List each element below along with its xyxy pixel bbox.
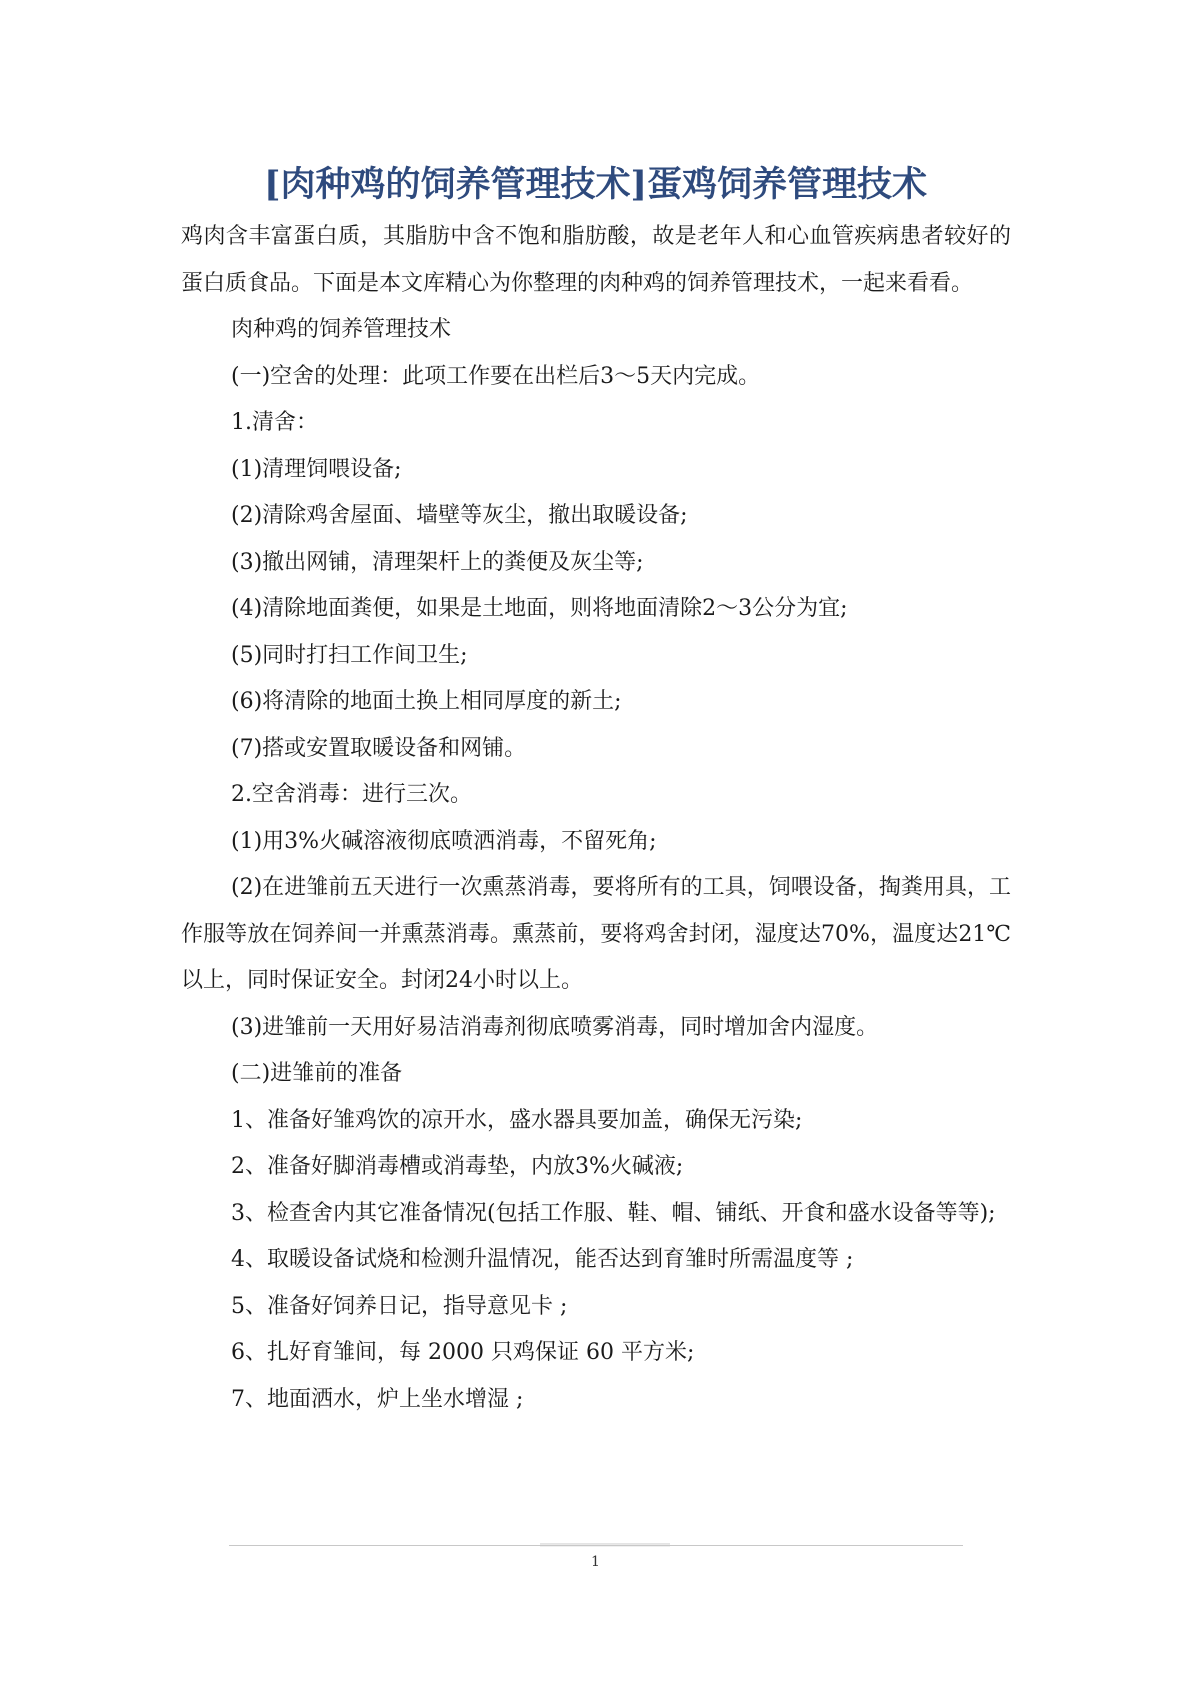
footer-divider [229, 1545, 963, 1546]
list-item: 2、准备好脚消毒槽或消毒垫，内放3%火碱液; [231, 1154, 684, 1179]
section-heading: 肉种鸡的饲养管理技术 [231, 317, 452, 342]
list-item: (2)在进雏前五天进行一次熏蒸消毒，要将所有的工具，饲喂设备，掏粪用具，工作服等放在饲养间一并熏蒸消毒。熏蒸前，要将鸡舍封闭，湿度达70%，温度达21℃以上，同时保证安全。封闭24小时以上。 [181, 875, 1011, 993]
list-item: (1)清理饲喂设备; [231, 456, 402, 482]
list-item: 7、地面洒水，炉上坐水增湿 ; [231, 1386, 524, 1412]
list-item: (7)搭或安置取暖设备和网铺。 [231, 735, 527, 761]
subsection-heading: (一)空舍的处理：此项工作要在出栏后3～5天内完成。 [231, 363, 761, 389]
intro-paragraph: 鸡肉含丰富蛋白质，其脂肪中含不饱和脂肪酸，故是老年人和心血管疾病患者较好的蛋白质食品。下面是本文库精心为你整理的肉种鸡的饲养管理技术，一起来看看。 [181, 224, 1011, 296]
document-title: [肉种鸡的饲养管理技术]蛋鸡饲养管理技术 [263, 164, 928, 206]
list-item: (6)将清除的地面土换上相同厚度的新土; [231, 689, 622, 714]
list-item: (4)清除地面粪便，如果是土地面，则将地面清除2～3公分为宜; [231, 596, 848, 621]
document-body [181, 214, 1011, 1423]
list-item: 4、取暖设备试烧和检测升温情况，能否达到育雏时所需温度等 ; [231, 1247, 854, 1272]
list-item: 3、检查舍内其它准备情况(包括工作服、鞋、帽、铺纸、开食和盛水设备等等); [231, 1200, 996, 1226]
list-item: (2)清除鸡舍屋面、墙壁等灰尘，撤出取暖设备; [231, 503, 688, 528]
subsection-heading: (二)进雏前的准备 [231, 1061, 403, 1086]
list-heading: 2.空舍消毒：进行三次。 [231, 782, 472, 807]
list-item: (5)同时打扫工作间卫生; [231, 642, 468, 668]
page-number: 1 [591, 1554, 600, 1570]
list-heading: 1.清舍： [231, 410, 318, 435]
list-item: (1)用3%火碱溶液彻底喷洒消毒，不留死角; [231, 828, 657, 854]
list-item: (3)撤出网铺，清理架杆上的粪便及灰尘等; [231, 549, 644, 575]
list-item: 5、准备好饲养日记，指导意见卡 ; [231, 1293, 568, 1319]
list-item: (3)进雏前一天用好易洁消毒剂彻底喷雾消毒，同时增加舍内湿度。 [231, 1014, 879, 1040]
list-item: 1、准备好雏鸡饮的凉开水，盛水器具要加盖，确保无污染; [231, 1107, 803, 1133]
list-item: 6、扎好育雏间，每 2000 只鸡保证 60 平方米; [231, 1340, 695, 1365]
